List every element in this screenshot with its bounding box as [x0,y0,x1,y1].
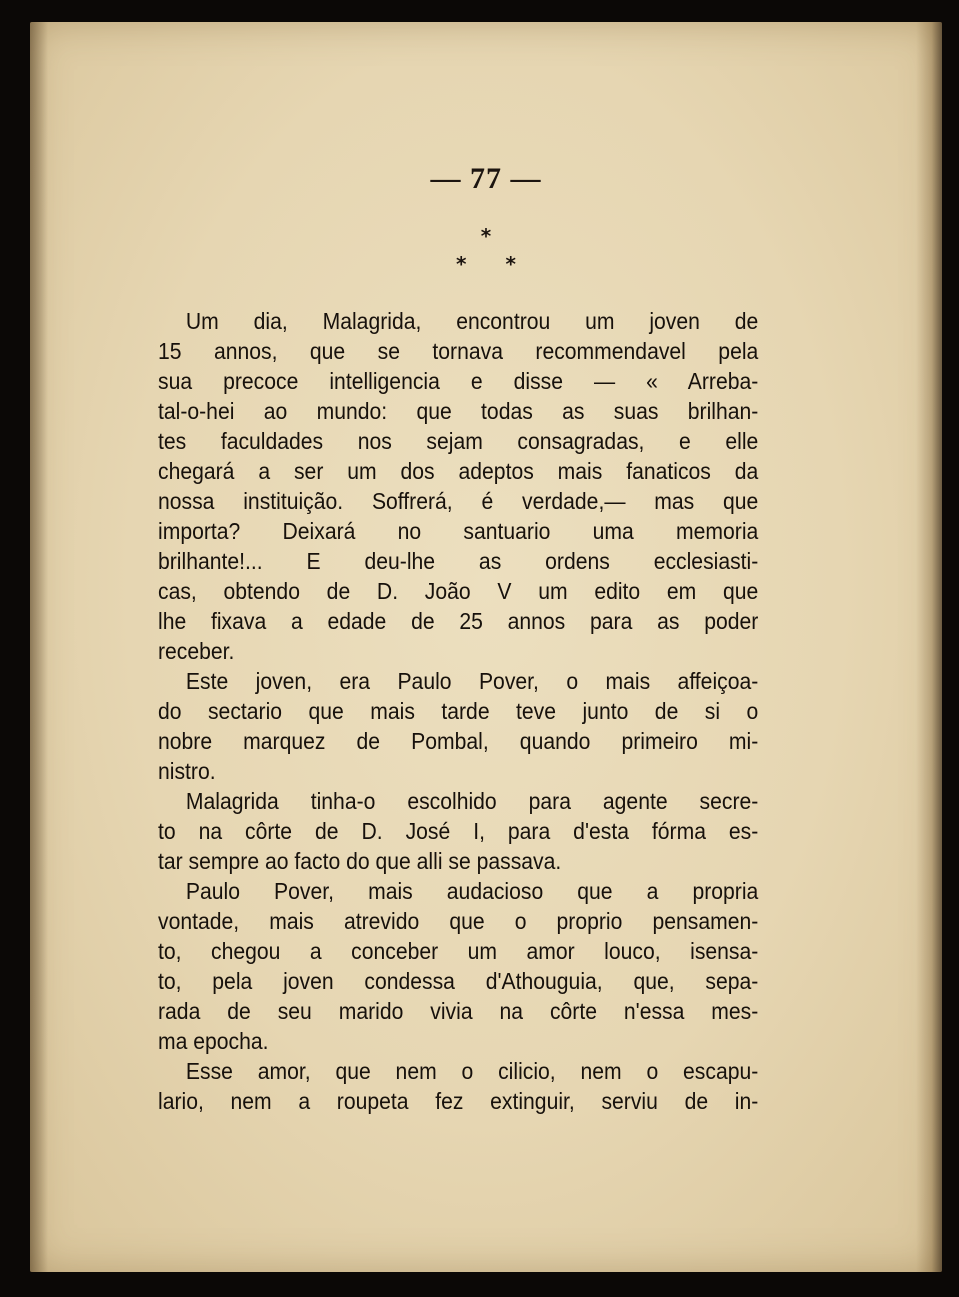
text-line: chegará a ser um dos adeptos mais fanaticos da [158,458,759,484]
text-line: ma epocha. [158,1028,269,1054]
text-line: vontade, mais atrevido que o proprio pensamen- [158,908,759,934]
text-line: do sectario que mais tarde teve junto de si o [158,698,759,724]
text-line: nistro. [158,758,216,784]
page-number: — 77 — [430,162,542,195]
text-line: tar sempre ao facto do que alli se passava. [158,848,562,874]
text-line: Esse amor, que nem o cilicio, nem o escapu- [185,1058,759,1084]
text-line: lario, nem a roupeta fez extinguir, serviu de in- [158,1088,759,1114]
text-line: 15 annos, que se tornava recommendavel pela [158,338,759,364]
text-line: receber. [158,638,235,664]
text-line: cas, obtendo de D. João V um edito em que [158,578,759,604]
text-line: Paulo Pover, mais audacioso que a propria [185,878,759,904]
asterism-bottom-left-star: * [456,252,467,276]
body-text [158,306,758,1116]
text-line: sua precoce intelligencia e disse — « Arreba- [158,368,759,394]
asterism-divider [30,222,942,278]
text-line: lhe fixava a edade de 25 annos para as poder [158,608,759,634]
asterism-top-star: * [480,224,492,248]
text-line: to, chegou a conceber um amor louco, isensa- [158,938,759,964]
text-line: nossa instituição. Soffrerá, é verdade,— mas que [158,488,759,514]
text-line: to na côrte de D. José I, para d'esta fórma es- [158,818,759,844]
asterism-bottom-right-star: * [505,252,516,276]
text-line: Este joven, era Paulo Pover, o mais affeiçoa- [185,668,759,694]
book-page [30,22,942,1272]
page-edge-shadow [916,22,942,1272]
text-line: tal-o-hei ao mundo: que todas as suas brilhan- [158,398,759,424]
text-line: to, pela joven condessa d'Athouguia, que, sepa- [158,968,759,994]
text-line: rada de seu marido vivia na côrte n'essa mes- [158,998,759,1024]
text-line: importa? Deixará no santuario uma memoria [158,518,759,544]
asterism-bottom-row [30,250,942,278]
text-line: nobre marquez de Pombal, quando primeiro mi- [158,728,759,754]
text-line: Um dia, Malagrida, encontrou um joven de [185,308,759,334]
text-line: Malagrida tinha-o escolhido para agente secre- [185,788,759,814]
text-line: brilhante!... E deu-lhe as ordens ecclesiasti- [158,548,759,574]
page-gutter-shadow [30,22,48,1272]
text-line: tes faculdades nos sejam consagradas, e elle [158,428,759,454]
